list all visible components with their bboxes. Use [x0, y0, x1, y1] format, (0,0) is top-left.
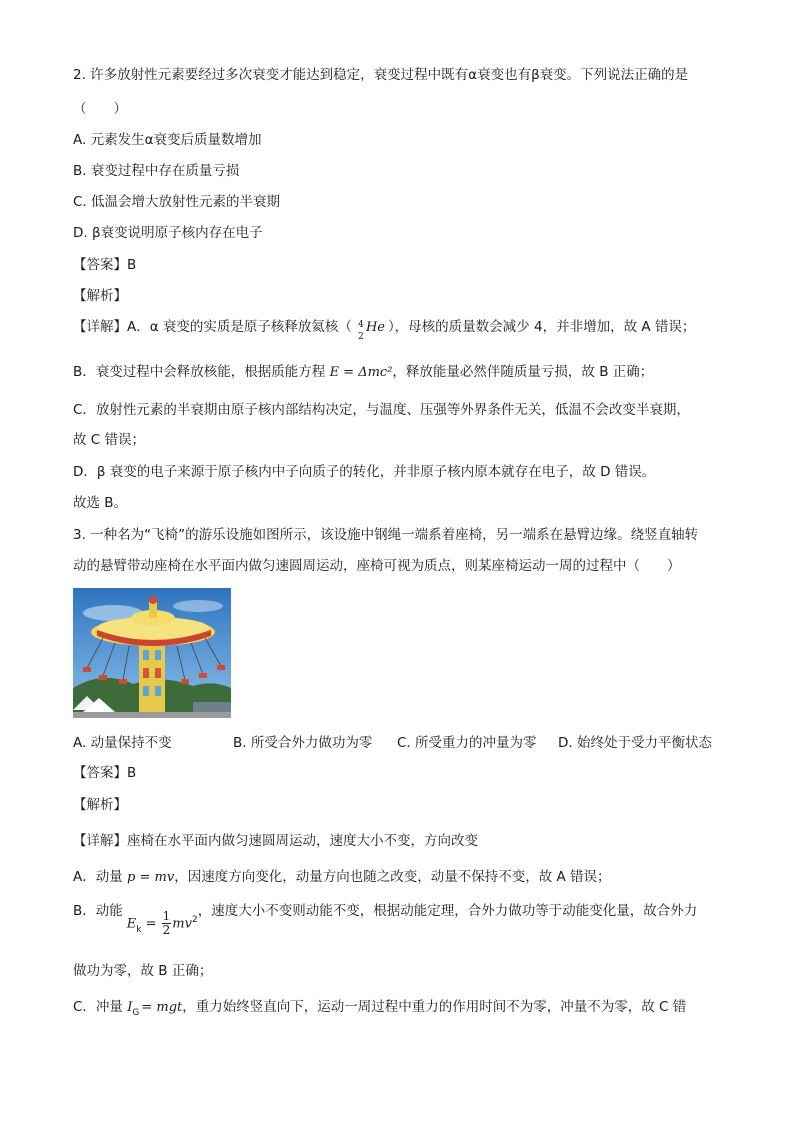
q2-detail-b	[73, 363, 733, 382]
impulse-rhs: = mgt	[141, 1000, 183, 1015]
q2-detail-d: D．β 衰变的电子来源于原子核内中子向质子的转化，并非原子核内原本就存在电子，故 D 错误。	[73, 464, 656, 480]
detail-tag: 【详解】	[73, 319, 127, 335]
answer-value: B	[127, 765, 137, 781]
q3-detail-b-post: ，速度大小不变则动能不变，根据动能定理，合外力做功等于动能变化量，故合外力	[197, 903, 698, 919]
q2-stem-line-1: 2. 许多放射性元素要经过多次衰变才能达到稳定，衰变过程中既有α衰变也有β衰变。下列说法正确的是	[73, 67, 689, 83]
q2-detail-a-pre: A．α 衰变的实质是原子核释放氦核（	[127, 319, 352, 335]
q2-stem-line-2: （ ）	[73, 101, 127, 117]
q3-detail-a	[73, 868, 733, 887]
q3-answer	[73, 764, 733, 782]
helium-nuclide	[352, 318, 388, 342]
q3-option-b: B. 所受合外力做功为零	[233, 735, 373, 751]
q2-conclusion: 故选 B。	[73, 495, 128, 511]
q2-analysis-tag: 【解析】	[73, 288, 127, 304]
q3-detail-b-pre: B．动能	[73, 903, 123, 919]
q2-option-b: B. 衰变过程中存在质量亏损	[73, 163, 240, 179]
q3-detail-intro	[73, 832, 733, 850]
q3-detail-c-post: ，重力始终竖直向下，运动一周过程中重力的作用时间不为零，冲量不为零，故 C 错	[182, 999, 687, 1015]
momentum-formula: p = mv	[127, 870, 175, 885]
q3-analysis-tag: 【解析】	[73, 797, 127, 813]
q2-option-a: A. 元素发生α衰变后质量数增加	[73, 132, 262, 148]
ke-numerator: 1	[162, 909, 171, 923]
q2-option-d: D. β衰变说明原子核内存在电子	[73, 225, 263, 241]
q3-stem-line-1: 3. 一种名为“飞椅”的游乐设施如图所示，该设施中钢绳一端系着座椅，另一端系在悬臂边缘。绕竖直轴转	[73, 527, 699, 543]
q3-detail-b	[73, 902, 733, 942]
q3-detail-a-post: ，因速度方向变化，动量方向也随之改变，动量不保持不变，故 A 错误；	[174, 869, 611, 885]
answer-value: B	[127, 257, 137, 273]
q3-detail-c-pre: C．冲量	[73, 999, 123, 1015]
q2-detail-b-post: ，释放能量必然伴随质量亏损，故 B 正确；	[392, 364, 654, 380]
ke-rhs-sup: 2	[191, 914, 198, 925]
q2-detail-a-post: ），母核的质量数会减少 4，并非增加，故 A 错误；	[387, 319, 696, 335]
q2-detail-c-line-1: C．放射性元素的半衰期由原子核内部结构决定，与温度、压强等外界条件无关，低温不会改变半衰期，	[73, 402, 690, 418]
impulse-lhs: I	[127, 1000, 133, 1015]
q2-detail-c-line-2: 故 C 错误；	[73, 432, 146, 448]
answer-tag: 【答案】	[73, 257, 127, 273]
ke-fraction	[162, 910, 172, 937]
q3-detail-b-line-2: 做功为零，故 B 正确；	[73, 963, 213, 979]
q3-detail-intro-text: 座椅在水平面内做匀速圆周运动，速度大小不变，方向改变	[127, 833, 478, 849]
q3-option-a: A. 动量保持不变	[73, 735, 172, 751]
impulse-lhs-sub: G	[132, 1008, 140, 1018]
ke-lhs-sub: k	[136, 924, 142, 935]
ke-denominator: 2	[162, 923, 171, 937]
nuclide-charge: 2	[357, 332, 364, 342]
q3-option-d: D. 始终处于受力平衡状态	[558, 735, 712, 751]
answer-tag: 【答案】	[73, 765, 127, 781]
q3-option-c: C. 所受重力的冲量为零	[397, 735, 537, 751]
swing-ride-illustration	[73, 588, 231, 718]
q3-options	[73, 734, 733, 752]
ke-rhs: mv	[172, 916, 192, 932]
swing-ride-photo	[73, 588, 231, 718]
q2-detail-b-pre: B．衰变过程中会释放核能，根据质能方程	[73, 364, 326, 380]
q3-detail-a-pre: A．动量	[73, 869, 123, 885]
q2-option-c: C. 低温会增大放射性元素的半衰期	[73, 194, 281, 210]
q2-answer	[73, 256, 733, 274]
nuclide-symbol: He	[365, 320, 385, 335]
q3-detail-c	[73, 998, 733, 1018]
mass-energy-formula: E = Δmc²	[329, 365, 393, 380]
detail-tag: 【详解】	[73, 833, 127, 849]
q3-stem-line-2: 动的悬臂带动座椅在水平面内做匀速圆周运动，座椅可视为质点，则某座椅运动一周的过程中（ ）	[73, 558, 681, 574]
ke-lhs: E	[126, 916, 137, 932]
q2-detail-a	[73, 318, 733, 342]
kinetic-energy-formula: $E_k$ = $\frac{1}{2}$ $mv^2$	[126, 909, 198, 937]
nuclide-mass: 4	[357, 320, 364, 330]
